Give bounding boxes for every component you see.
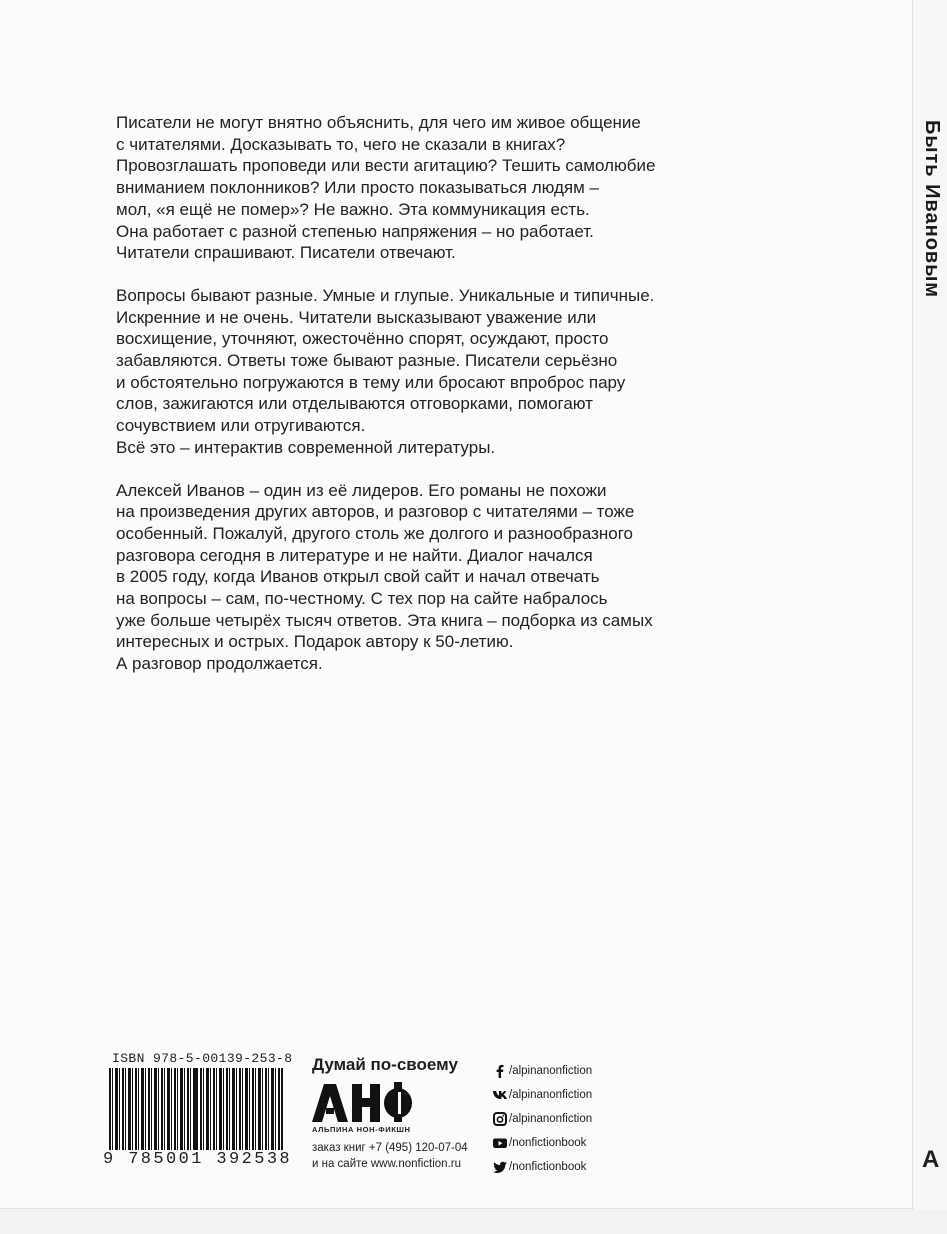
text-line: забавляются. Ответы тоже бывают разные. Писатели серьёзно xyxy=(116,351,618,371)
blurb-paragraph xyxy=(116,112,706,264)
social-handle: /alpinanonfiction xyxy=(509,1065,593,1077)
blurb-paragraph xyxy=(116,285,706,459)
order-phone: заказ книг +7 (495) 120-07-04 xyxy=(312,1142,468,1154)
order-info xyxy=(312,1140,468,1172)
text-line: Алексей Иванов – один из её лидеров. Его романы не похожи xyxy=(116,480,607,500)
text-line: особенный. Пожалуй, другого столь же долгого и разнообразного xyxy=(116,523,634,543)
spine-publisher-mark: А xyxy=(922,1148,940,1172)
text-line: Искренние и не очень. Читатели высказывают уважение или xyxy=(116,307,597,327)
social-handle: /nonfictionbook xyxy=(509,1161,587,1173)
vk-icon xyxy=(493,1088,507,1102)
text-line: на произведения других авторов, и разговор с читателями – тоже xyxy=(116,502,635,522)
publisher-tagline: Думай по-своему xyxy=(312,1055,458,1074)
text-line: Провозглашать проповеди или вести агитацию? Тешить самолюбие xyxy=(116,156,656,176)
facebook-icon xyxy=(493,1064,507,1078)
social-link-instagram[interactable] xyxy=(493,1107,633,1131)
social-link-vk[interactable] xyxy=(493,1083,633,1107)
book-spine xyxy=(912,0,947,1210)
social-handle: /alpinanonfiction xyxy=(509,1089,593,1101)
barcode-digits: 9 785001 392538 xyxy=(103,1150,293,1169)
text-line: на вопросы – сам, по-честному. С тех пор на сайте набралось xyxy=(116,589,608,609)
text-line: сочувствием или отругиваются. xyxy=(116,416,366,436)
text-line: восхищение, уточняют, ожесточённо спорят, осуждают, просто xyxy=(116,329,609,349)
text-line: Вопросы бывают разные. Умные и глупые. Уникальные и типичные. xyxy=(116,285,655,305)
text-line: слов, зажигаются или отделываются отговорками, помогают xyxy=(116,394,593,414)
isbn-label: ISBN 978-5-00139-253-8 xyxy=(112,1051,293,1066)
text-line: Она работает с разной степенью напряжения – но работает. xyxy=(116,221,594,241)
text-line: разговора сегодня в литературе и не найти. Диалог начался xyxy=(116,545,593,565)
text-line: мол, «я ещё не помер»? Не важно. Эта коммуникация есть. xyxy=(116,199,590,219)
social-handle: /nonfictionbook xyxy=(509,1137,587,1149)
text-line: Всё это – интерактив современной литературы. xyxy=(116,437,496,457)
text-line: с читателями. Досказывать то, чего не сказали в книгах? xyxy=(116,134,566,154)
text-line: интересных и острых. Подарок автору к 50-летию. xyxy=(116,632,514,652)
instagram-icon xyxy=(493,1112,507,1126)
barcode xyxy=(103,1068,293,1172)
text-line: и обстоятельно погружаются в тему или бросают впроброс пару xyxy=(116,372,626,392)
publisher-name: АЛЬПИНА НОН-ФИКШН xyxy=(312,1125,411,1134)
social-link-youtube[interactable] xyxy=(493,1131,633,1155)
social-link-facebook[interactable] xyxy=(493,1059,633,1083)
text-line: Читатели спрашивают. Писатели отвечают. xyxy=(116,243,456,263)
youtube-icon xyxy=(493,1136,507,1150)
twitter-icon xyxy=(493,1160,507,1174)
social-links xyxy=(493,1059,633,1179)
text-line: уже больше четырёх тысяч ответов. Эта книга – подборка из самых xyxy=(116,610,653,630)
text-line: Писатели не могут внятно объяснить, для чего им живое общение xyxy=(116,113,641,132)
text-line: А разговор продолжается. xyxy=(116,654,323,674)
blurb-paragraph xyxy=(116,480,706,675)
text-line: вниманием поклонников? Или просто показываться людям – xyxy=(116,178,599,198)
social-link-twitter[interactable] xyxy=(493,1155,633,1179)
blurb-text xyxy=(116,112,706,696)
publisher-logo xyxy=(312,1082,412,1122)
order-website: и на сайте www.nonfiction.ru xyxy=(312,1158,461,1170)
text-line: в 2005 году, когда Иванов открыл свой сайт и начал отвечать xyxy=(116,567,600,587)
spine-title: Быть Ивановым xyxy=(921,120,943,299)
social-handle: /alpinanonfiction xyxy=(509,1113,593,1125)
